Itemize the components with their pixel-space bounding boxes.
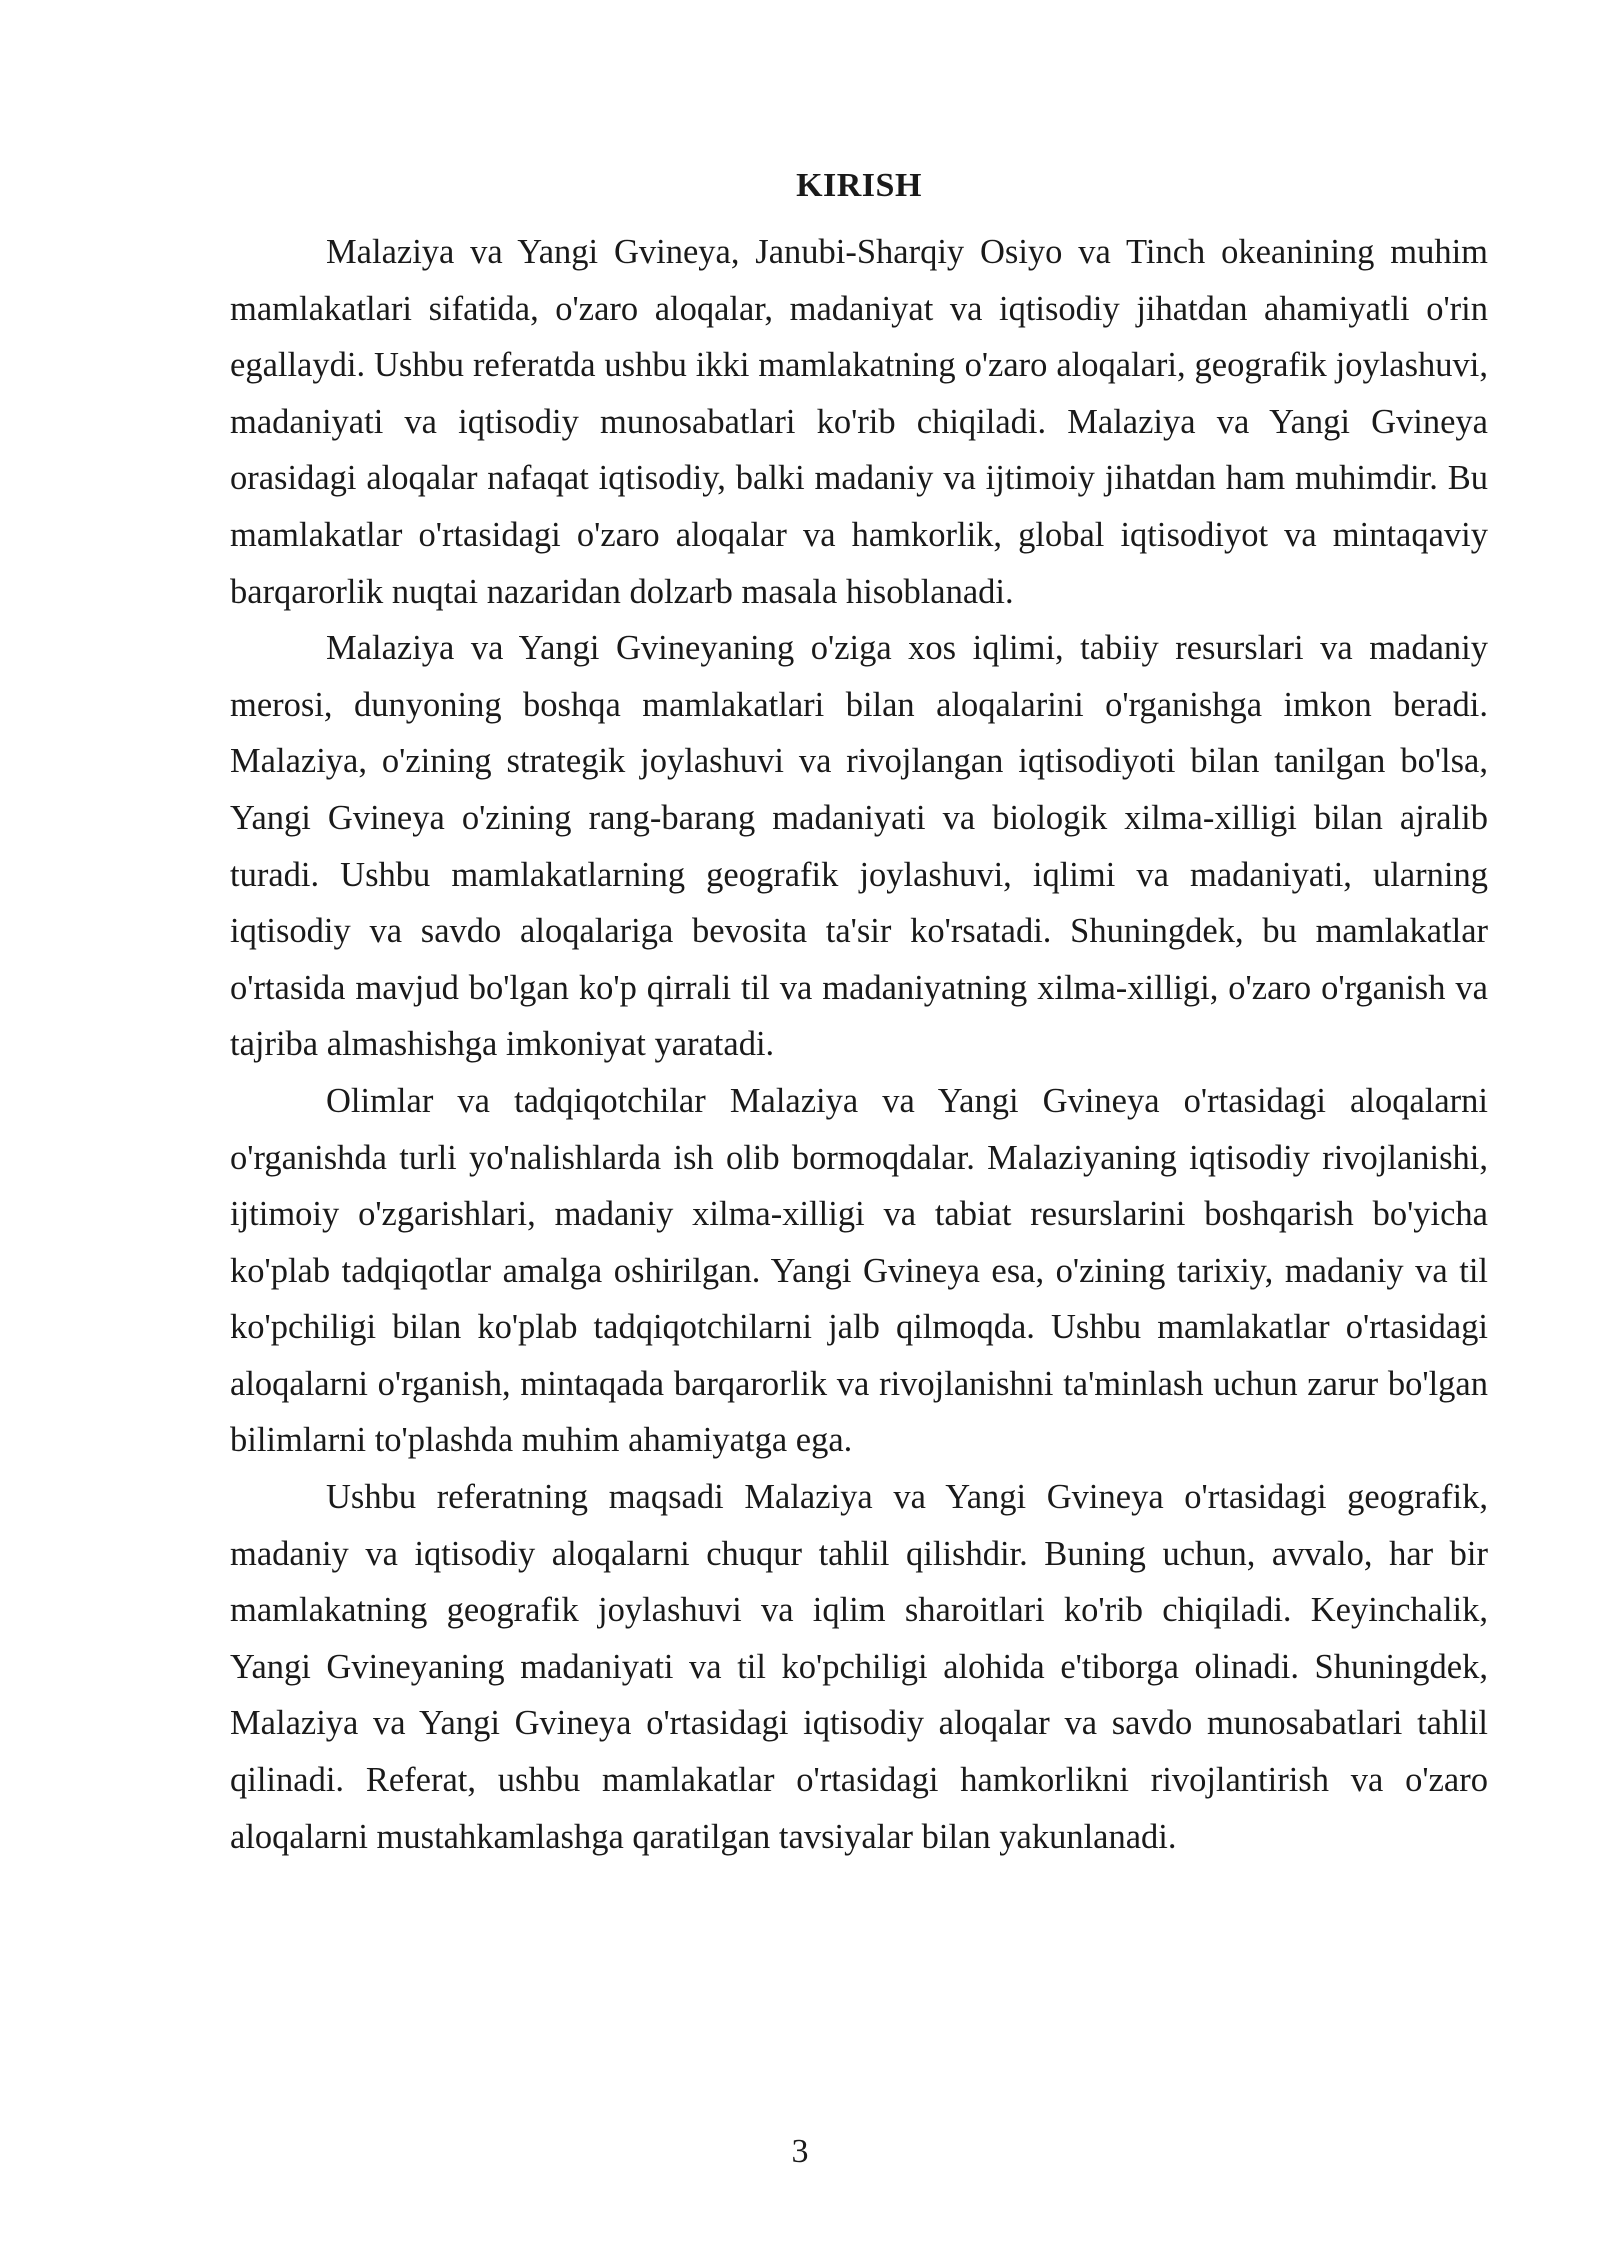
section-title: KIRISH (796, 167, 922, 204)
paragraph-3: Olimlar va tadqiqotchilar Malaziya va Yangi Gvineya o'rtasidagi aloqalarni o'rganishda turli yo'nalishlarda ish olib bormoqdalar. Malaziyaning iqtisodiy rivojlanishi, ijtimoiy o'zgarishlari, madaniy xilma-xilligi va tabiat resurslarini boshqarish bo'yicha ko'plab tadqiqotlar amalga oshirilgan. Yangi Gvineya esa, o'zining tarixiy, madaniy va til ko'pchiligi bilan ko'plab tadqiqotchilarni jalb qilmoqda. Ushbu mamlakatlar o'rtasidagi aloqalarni o'rganish, mintaqada barqarorlik va rivojlanishni ta'minlash uchun zarur bo'lgan bilimlarni to'plashda muhim ahamiyatga ega. (230, 1081, 1488, 1460)
paragraph-1: Malaziya va Yangi Gvineya, Janubi-Sharqiy Osiyo va Tinch okeanining muhim mamlakatlari sifatida, o'zaro aloqalar, madaniyat va iqtisodiy jihatdan ahamiyatli o'rin egallaydi. Ushbu referatda ushbu ikki mamlakatning o'zaro aloqalari, geografik joylashuvi, madaniyati va iqtisodiy munosabatlari ko'rib chiqiladi. Malaziya va Yangi Gvineya orasidagi aloqalar nafaqat iqtisodiy, balki madaniy va ijtimoiy jihatdan ham muhimdir. Bu mamlakatlar o'rtasidagi o'zaro aloqalar va hamkorlik, global iqtisodiyot va mintaqaviy barqarorlik nuqtai nazaridan dolzarb masala hisoblanadi. (230, 233, 1488, 611)
document-page (230, 158, 1488, 1865)
paragraph-2: Malaziya va Yangi Gvineyaning o'ziga xos iqlimi, tabiiy resurslari va madaniy merosi, dunyoning boshqa mamlakatlari bilan aloqalarini o'rganishga imkon beradi. Malaziya, o'zining strategik joylashuvi va rivojlangan iqtisodiyoti bilan tanilgan bo'lsa, Yangi Gvineya o'zining rang-barang madaniyati va biologik xilma-xilligi bilan ajralib turadi. Ushbu mamlakatlarning geografik joylashuvi, iqlimi va madaniyati, ularning iqtisodiy va savdo aloqalariga bevosita ta'sir ko'rsatadi. Shuningdek, bu mamlakatlar o'rtasida mavjud bo'lgan ko'p qirrali til va madaniyatning xilma-xilligi, o'zaro o'rganish va tajriba almashishga imkoniyat yaratadi. (230, 629, 1488, 1064)
paragraph-4: Ushbu referatning maqsadi Malaziya va Yangi Gvineya o'rtasidagi geografik, madaniy va iqtisodiy aloqalarni chuqur tahlil qilishdir. Buning uchun, avvalo, har bir mamlakatning geografik joylashuvi va iqlim sharoitlari ko'rib chiqiladi. Keyinchalik, Yangi Gvineyaning madaniyati va til ko'pchiligi alohida e'tiborga olinadi. Shuningdek, Malaziya va Yangi Gvineya o'rtasidagi iqtisodiy aloqalar va savdo munosabatlari tahlil qilinadi. Referat, ushbu mamlakatlar o'rtasidagi hamkorlikni rivojlantirish va o'zaro aloqalarni mustahkamlashga qaratilgan tavsiyalar bilan yakunlanadi. (230, 1478, 1488, 1856)
page-number: 3 (791, 2133, 809, 2170)
